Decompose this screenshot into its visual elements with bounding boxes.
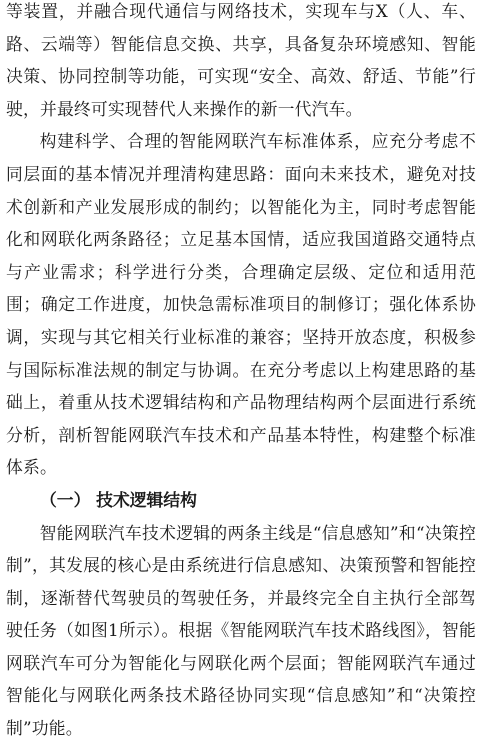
paragraph-technical-logic: 智能网联汽车技术逻辑的两条主线是“信息感知”和“决策控制”，其发展的核心是由系统进行信息感知、决策预警和智能控制，逐渐替代驾驶员的驾驶任务，并最终完全自主执行全部驾驶任务（如图1所示）。根据《智能网联汽车技术路线图》，智能网联汽车可分为智能化与网联化两个层面；智能网联汽车通过智能化与网联化两条技术路径协同实现“信息感知”和“决策控制”功能。 (6, 522, 476, 739)
paragraph-construction-approach: 构建科学、合理的智能网联汽车标准体系，应充分考虑不同层面的基本情况并理清构建思路：面向未来技术，避免对技术创新和产业发展形成的制约；以智能化为主，同时考虑智能化和网联化两条路径；立足基本国情，适应我国道路交通特点与产业需求；科学进行分类，合理确定层级、定位和适用范围；确定工作进度，加快急需标准项目的制修订；强化体系协调，实现与其它相关行业标准的兼容；坚持开放态度，积极参与国际标准法规的制定与协调。在充分考虑以上构建思路的基础上，着重从技术逻辑结构和产品物理结构两个层面进行系统分析，剖析智能网联汽车技术和产品基本特性，构建整个标准体系。 (6, 131, 476, 478)
paragraph-intro-continuation: 等装置，并融合现代通信与网络技术，实现车与X（人、车、路、云端等）智能信息交换、共享，具备复杂环境感知、智能决策、协同控制等功能，可实现“安全、高效、舒适、节能”行驶，并最终可实现替代人来操作的新一代汽车。 (6, 1, 476, 119)
section-heading-technical-logic: （一） 技术逻辑结构 (40, 489, 197, 510)
